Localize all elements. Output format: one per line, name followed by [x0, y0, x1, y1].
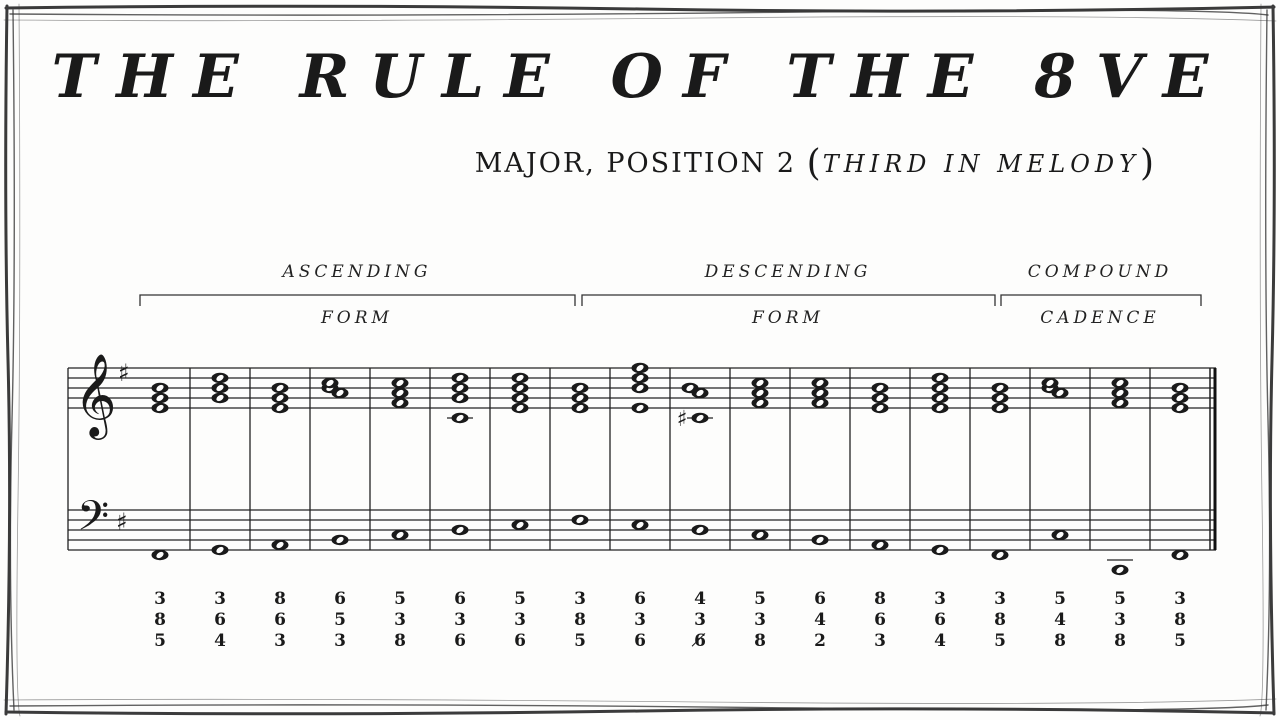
treble-note: [752, 378, 769, 388]
treble-note: [272, 393, 289, 403]
treble-note: [452, 413, 469, 423]
treble-note: [392, 398, 409, 408]
figure-digit: 3: [574, 589, 586, 609]
bracket-cadence: [1001, 295, 1201, 306]
bass-note: [1052, 530, 1069, 540]
treble-note: [812, 398, 829, 408]
treble-note: [932, 393, 949, 403]
figure-digit: 8: [394, 631, 406, 651]
bass-key-sharp-icon: ♯: [116, 508, 128, 536]
figure-digit: 3: [514, 610, 526, 630]
treble-note: [1172, 403, 1189, 413]
figure-digit: 3: [634, 610, 646, 630]
treble-note: [272, 383, 289, 393]
treble-note: [512, 383, 529, 393]
treble-note: [812, 378, 829, 388]
figure-digit: 6: [454, 631, 466, 651]
figure-digit: 3: [754, 610, 766, 630]
bass-note: [1112, 565, 1129, 575]
figure-digit: 3: [394, 610, 406, 630]
figure-digit: 2: [814, 631, 826, 651]
figure-digit: 8: [274, 589, 286, 609]
bass-note: [752, 530, 769, 540]
treble-note: [152, 393, 169, 403]
bass-note: [332, 535, 349, 545]
treble-note: [212, 393, 229, 403]
figure-digit: 8: [754, 631, 766, 651]
figure-digit: 3: [934, 589, 946, 609]
treble-note: [752, 398, 769, 408]
figure-digit: 8: [1174, 610, 1186, 630]
figure-digit: 5: [334, 610, 346, 630]
bass-note: [392, 530, 409, 540]
figure-digit: 4: [694, 589, 706, 609]
bass-note: [812, 535, 829, 545]
bracket-descending: [582, 295, 995, 306]
figure-digit: 8: [874, 589, 886, 609]
treble-note: [512, 403, 529, 413]
figure-digit: 6: [634, 589, 646, 609]
treble-note: [872, 403, 889, 413]
bass-clef-icon: 𝄢: [77, 492, 110, 550]
treble-note: [152, 383, 169, 393]
treble-note: [392, 388, 409, 398]
figure-digit: 5: [1114, 589, 1126, 609]
treble-note: [632, 383, 649, 393]
treble-note: [512, 393, 529, 403]
figure-digit: 3: [334, 631, 346, 651]
figure-digit: 5: [394, 589, 406, 609]
treble-note: [992, 383, 1009, 393]
figure-digit: 3: [454, 610, 466, 630]
treble-note: [322, 378, 339, 388]
figure-digit: 6: [874, 610, 886, 630]
figure-digit: 6: [334, 589, 346, 609]
figure-digit: 6: [934, 610, 946, 630]
subtitle-main: MAJOR, POSITION 2: [474, 148, 797, 179]
bass-note: [872, 540, 889, 550]
treble-note: [452, 373, 469, 383]
page-title: THE RULE OF THE 8VE: [51, 42, 1229, 112]
bass-note: [512, 520, 529, 530]
treble-note: [392, 378, 409, 388]
figure-digit: 8: [574, 610, 586, 630]
treble-note: [932, 373, 949, 383]
figure-digit: 3: [154, 589, 166, 609]
treble-note: [1112, 378, 1129, 388]
figure-digit: 6: [454, 589, 466, 609]
treble-note: [1172, 393, 1189, 403]
treble-note: [212, 373, 229, 383]
bass-note: [692, 525, 709, 535]
section-ascending-bottom: FORM: [321, 308, 393, 328]
figure-digit: 3: [874, 631, 886, 651]
figure-digit: 5: [754, 589, 766, 609]
treble-note: [1112, 398, 1129, 408]
bass-note: [992, 550, 1009, 560]
treble-clef-icon: 𝄞: [74, 352, 117, 436]
figure-digit: 4: [1054, 610, 1066, 630]
figure-digit: 6: [814, 589, 826, 609]
figure-digit: 6: [274, 610, 286, 630]
treble-note: [512, 373, 529, 383]
treble-note: [682, 383, 699, 393]
bass-note: [272, 540, 289, 550]
subtitle-open-paren: (: [806, 143, 823, 184]
treble-note: [752, 388, 769, 398]
figure-digit: 6: [214, 610, 226, 630]
figure-digit: 5: [1174, 631, 1186, 651]
treble-note: [632, 403, 649, 413]
figure-digit: 8: [994, 610, 1006, 630]
treble-note: [452, 393, 469, 403]
bass-note: [212, 545, 229, 555]
treble-note: [212, 383, 229, 393]
treble-note: [1042, 378, 1059, 388]
treble-note: [272, 403, 289, 413]
bass-note: [572, 515, 589, 525]
treble-note: [872, 393, 889, 403]
figure-digit: 5: [154, 631, 166, 651]
treble-key-sharp-icon: ♯: [118, 359, 130, 387]
section-descending-bottom: FORM: [752, 308, 824, 328]
figure-digit: 5: [514, 589, 526, 609]
treble-note: [692, 413, 709, 423]
figure-digit: 3: [1174, 589, 1186, 609]
figure-digit: 3: [994, 589, 1006, 609]
treble-note: [1172, 383, 1189, 393]
treble-note: [632, 373, 649, 383]
figure-digit: 3: [214, 589, 226, 609]
figure-digit: 4: [934, 631, 946, 651]
figure-digit: 6: [634, 631, 646, 651]
bass-note: [1172, 550, 1189, 560]
treble-note: [992, 403, 1009, 413]
figure-digit: 3: [274, 631, 286, 651]
figure-digit: 8: [1114, 631, 1126, 651]
treble-note: [932, 403, 949, 413]
section-brackets: [140, 295, 1201, 306]
figure-digit: 3: [694, 610, 706, 630]
subtitle-close-paren: ): [1139, 143, 1156, 184]
section-cadence-bottom: CADENCE: [1040, 308, 1160, 328]
treble-note: [572, 383, 589, 393]
treble-note: [812, 388, 829, 398]
treble-note: [1112, 388, 1129, 398]
bass-note: [932, 545, 949, 555]
figure-digit: 5: [994, 631, 1006, 651]
figure-digit: 5: [574, 631, 586, 651]
treble-note: [932, 383, 949, 393]
figure-digit: 3: [1114, 610, 1126, 630]
figure-digit: 6: [514, 631, 526, 651]
treble-note: [572, 393, 589, 403]
treble-note: [872, 383, 889, 393]
subtitle-italic: THIRD IN MELODY: [822, 150, 1140, 178]
treble-note: [572, 403, 589, 413]
figured-bass: [154, 589, 1186, 651]
treble-note: [152, 403, 169, 413]
figure-digit: 6̸: [694, 631, 706, 651]
bass-note: [632, 520, 649, 530]
treble-note: [632, 363, 649, 373]
bass-note: [152, 550, 169, 560]
bass-note: [452, 525, 469, 535]
figure-digit: 8: [154, 610, 166, 630]
treble-note: [992, 393, 1009, 403]
bracket-ascending: [140, 295, 575, 306]
treble-note: [452, 383, 469, 393]
figure-digit: 8: [1054, 631, 1066, 651]
section-descending-top: DESCENDING: [704, 262, 872, 282]
figure-digit: 4: [214, 631, 226, 651]
figure-digit: 4: [814, 610, 826, 630]
section-compound-top: COMPOUND: [1027, 262, 1173, 282]
figure-digit: 5: [1054, 589, 1066, 609]
section-ascending-top: ASCENDING: [282, 262, 432, 282]
accidental-sharp-icon: ♯: [676, 407, 688, 432]
